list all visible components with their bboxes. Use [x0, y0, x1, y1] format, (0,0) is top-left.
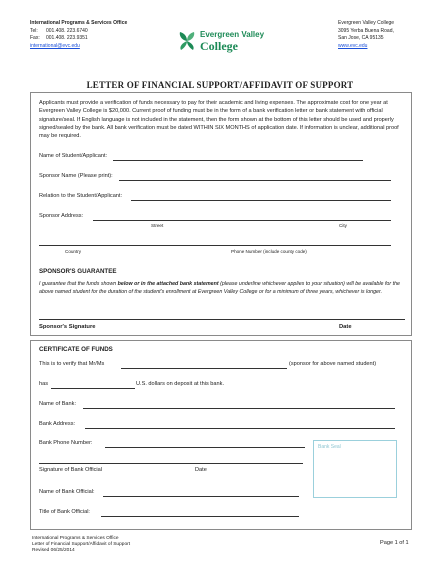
student-name-label: Name of Student/Applicant:: [39, 153, 108, 159]
city-address: San Jose, CA 95135: [338, 35, 384, 42]
bank-official-name-label: Name of Bank Official:: [39, 489, 95, 495]
college-logo: [176, 28, 266, 58]
phone-caption: Phone Number (include county code): [231, 249, 307, 254]
bank-phone-label: Bank Phone Number:: [39, 440, 93, 446]
leaf-logo-icon: [176, 31, 198, 51]
country-phone-line[interactable]: [39, 245, 391, 246]
page-footer: [32, 536, 130, 555]
city-caption: City: [339, 223, 347, 228]
guarantee-heading: SPONSOR'S GUARANTEE: [39, 268, 117, 275]
verify-name-line[interactable]: [121, 368, 287, 369]
letterhead: [0, 0, 440, 70]
amount-line[interactable]: [51, 388, 135, 389]
has-label: has: [39, 381, 49, 387]
bank-phone-line[interactable]: [105, 447, 305, 448]
tel-label: Tel:: [30, 27, 38, 34]
bank-name-line[interactable]: [83, 408, 395, 409]
logo-text-top: Evergreen Valley: [200, 30, 265, 39]
bank-seal-label: Bank Seal: [318, 444, 341, 450]
bank-address-label: Bank Address:: [39, 421, 76, 427]
student-name-line[interactable]: [113, 160, 363, 161]
sponsor-signature-label: Sponsor's Signature: [39, 324, 96, 330]
logo-text-bottom: College: [200, 39, 238, 53]
footer-revised: Revised 06/25/2014: [32, 548, 75, 554]
page-number: Page 1 of 1: [380, 540, 409, 546]
country-caption: Country: [65, 249, 82, 254]
document-title: LETTER OF FINANCIAL SUPPORT/AFFIDAVIT OF SUPPORT: [86, 80, 354, 90]
bank-date-label: Date: [195, 467, 207, 473]
office-contact: [30, 20, 127, 50]
tel-number: 001.408. 223.6740: [46, 27, 88, 34]
sponsor-name-label: Sponsor Name (Please print):: [39, 173, 113, 179]
fax-label: Fax:: [30, 35, 40, 42]
bank-official-signature-line[interactable]: [39, 463, 303, 464]
certificate-heading: CERTIFICATE OF FUNDS: [39, 346, 113, 353]
certificate-section: [30, 340, 412, 530]
street-address: 3095 Yerba Buena Road,: [338, 27, 394, 34]
sponsor-address-label: Sponsor Address:: [39, 213, 84, 219]
office-name: International Programs & Services Office: [30, 20, 128, 26]
bank-official-name-line[interactable]: [103, 496, 299, 497]
bank-official-title-label: Title of Bank Official:: [39, 509, 90, 515]
street-caption: Street: [151, 223, 164, 228]
fax-number: 001.408. 223.9351: [46, 35, 88, 42]
bank-official-signature-label: Signature of Bank Official: [39, 467, 103, 473]
website-link[interactable]: www.evc.edu: [338, 42, 368, 49]
sponsor-section: [30, 92, 412, 336]
sponsor-signature-line[interactable]: [39, 319, 405, 320]
deposit-text: U.S. dollars on deposit at this bank.: [136, 381, 224, 387]
relation-label: Relation to the Student/Applicant:: [39, 193, 123, 199]
college-name: Evergreen Valley College: [338, 20, 395, 26]
footer-office: International Programs & Services Office: [32, 536, 119, 541]
bank-official-title-line[interactable]: [101, 516, 299, 517]
bank-name-label: Name of Bank:: [39, 401, 76, 407]
email-link[interactable]: international@evc.edu: [30, 42, 80, 49]
sponsor-name-line[interactable]: [119, 180, 391, 181]
verify-label: This is to verify that Mr/Ms: [39, 361, 105, 367]
college-address: [338, 20, 394, 50]
intro-paragraph: Applicants must provide a verification of funds necessary to pay for their academic and living expenses. The approximate cost for one year at Evergreen Valley College is $20,000. Current proof of funding must be in the form of a bank verification letter or bank statement with official signature/seal. If English language is not included in the statement, then the form shown at the bottom of this letter should be used and properly signed/sealed by the bank. All bank verification must be dated WITHIN SIX MONTHS of application date. If information is unclear, additional proof may be required.: [39, 100, 399, 140]
sponsor-note: (sponsor for above named student): [289, 361, 377, 367]
guarantee-text: I guarantee that the funds shown below or in the attached bank statement (please underline whichever applies to your situation) will be available for the above named student for the duration of the student's enrollment at Evergreen Valley College or for a minimum of three years, whichever is longer.: [39, 281, 400, 295]
relation-line[interactable]: [131, 200, 391, 201]
bank-address-line[interactable]: [85, 428, 395, 429]
sponsor-address-line[interactable]: [93, 220, 391, 221]
sponsor-date-label: Date: [339, 324, 352, 330]
footer-form-name: Letter of Financial Support/Affidavit of Support: [32, 542, 131, 548]
bank-seal-box: [313, 440, 397, 498]
